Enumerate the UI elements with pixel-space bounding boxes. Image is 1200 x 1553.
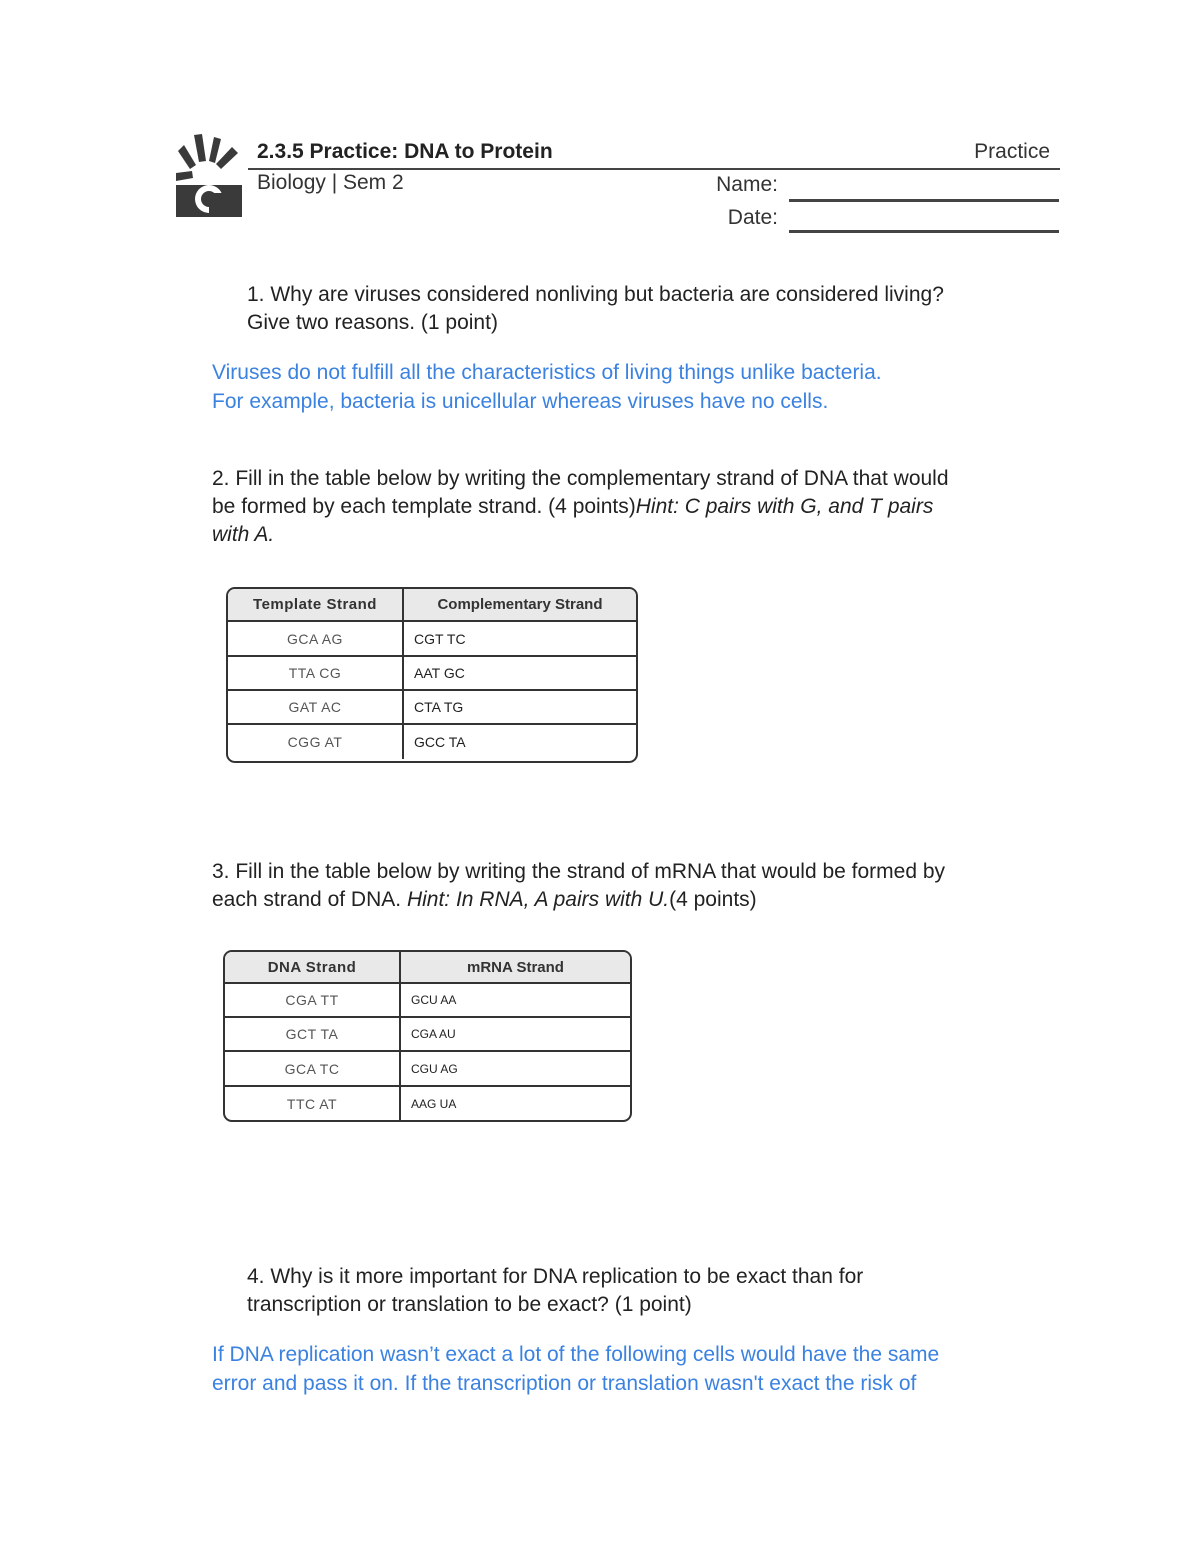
column-header: DNA Strand bbox=[225, 952, 401, 982]
header-divider bbox=[248, 168, 1060, 170]
table-header-row bbox=[225, 952, 630, 984]
dna-cell: GCA TC bbox=[225, 1052, 401, 1085]
complementary-cell[interactable]: AAT GC bbox=[414, 665, 465, 681]
mrna-cell[interactable]: CGA AU bbox=[411, 1027, 456, 1041]
answer-1-line-2: For example, bacteria is unicellular whereas viruses have no cells. bbox=[212, 390, 829, 413]
course-label: Biology | Sem 2 bbox=[257, 171, 404, 194]
question-3-text: each strand of DNA. bbox=[212, 888, 407, 911]
template-cell: GAT AC bbox=[228, 691, 404, 723]
mrna-cell[interactable]: AAG UA bbox=[411, 1096, 457, 1111]
dna-cell: TTC AT bbox=[225, 1087, 401, 1120]
table-row bbox=[225, 1087, 630, 1120]
question-3-points: (4 points) bbox=[669, 888, 757, 911]
question-3 bbox=[212, 858, 945, 914]
answer-1-line-1: Viruses do not fulfill all the characteristics of living things unlike bacteria. bbox=[212, 361, 882, 384]
mrna-cell[interactable]: GCU AA bbox=[411, 993, 457, 1007]
question-2 bbox=[212, 465, 949, 549]
template-cell: TTA CG bbox=[228, 657, 404, 689]
question-2-line-1: 2. Fill in the table below by writing the complementary strand of DNA that would bbox=[212, 467, 949, 490]
name-label: Name: bbox=[716, 173, 778, 196]
question-2-text: be formed by each template strand. (4 points) bbox=[212, 495, 636, 518]
question-2-line-2 bbox=[212, 493, 949, 521]
complementary-cell[interactable]: CTA TG bbox=[414, 699, 464, 715]
table-row bbox=[228, 725, 636, 759]
question-4-line-1: 4. Why is it more important for DNA replication to be exact than for bbox=[247, 1265, 864, 1288]
question-4 bbox=[247, 1263, 863, 1319]
template-cell: CGG AT bbox=[228, 725, 404, 759]
column-header: Template Strand bbox=[228, 589, 404, 620]
question-3-line-2 bbox=[212, 886, 945, 914]
question-4-line-2: transcription or translation to be exact? (1 point) bbox=[247, 1293, 692, 1316]
answer-4 bbox=[212, 1340, 939, 1398]
table-row bbox=[228, 691, 636, 725]
question-1-line-2: Give two reasons. (1 point) bbox=[247, 311, 498, 334]
table-row bbox=[225, 1052, 630, 1087]
date-label: Date: bbox=[727, 206, 778, 229]
column-header: mRNA Strand bbox=[467, 958, 564, 976]
dna-cell: CGA TT bbox=[225, 984, 401, 1016]
table-row bbox=[225, 1018, 630, 1052]
document-type: Practice bbox=[974, 140, 1050, 163]
dna-cell: GCT TA bbox=[225, 1018, 401, 1050]
table-row bbox=[225, 984, 630, 1018]
question-2-hint: Hint: C pairs with G, and T pairs bbox=[635, 495, 934, 518]
course-logo-icon bbox=[176, 133, 242, 217]
table-row bbox=[228, 622, 636, 657]
column-header: Complementary Strand bbox=[437, 596, 603, 613]
table-row bbox=[228, 657, 636, 691]
complementary-strand-table bbox=[226, 587, 638, 763]
template-cell: GCA AG bbox=[228, 622, 404, 655]
question-1-line-1: 1. Why are viruses considered nonliving but bacteria are considered living? bbox=[247, 283, 944, 306]
question-3-hint: Hint: In RNA, A pairs with U. bbox=[406, 888, 670, 911]
mrna-cell[interactable]: CGU AG bbox=[411, 1061, 458, 1076]
complementary-cell[interactable]: CGT TC bbox=[414, 630, 466, 647]
question-2-hint-cont: with A. bbox=[212, 523, 275, 546]
table-header-row bbox=[228, 589, 636, 622]
date-field[interactable] bbox=[789, 230, 1059, 233]
question-1 bbox=[247, 281, 944, 337]
document-title: 2.3.5 Practice: DNA to Protein bbox=[257, 140, 553, 163]
answer-4-line-1: If DNA replication wasn’t exact a lot of the following cells would have the same bbox=[212, 1343, 940, 1366]
complementary-cell[interactable]: GCC TA bbox=[414, 734, 466, 750]
question-3-line-1: 3. Fill in the table below by writing the strand of mRNA that would be formed by bbox=[212, 860, 946, 883]
answer-4-line-2: error and pass it on. If the transcription or translation wasn't exact the risk of bbox=[212, 1372, 917, 1395]
answer-1 bbox=[212, 358, 882, 416]
name-field[interactable] bbox=[789, 199, 1059, 202]
mrna-strand-table bbox=[223, 950, 632, 1122]
